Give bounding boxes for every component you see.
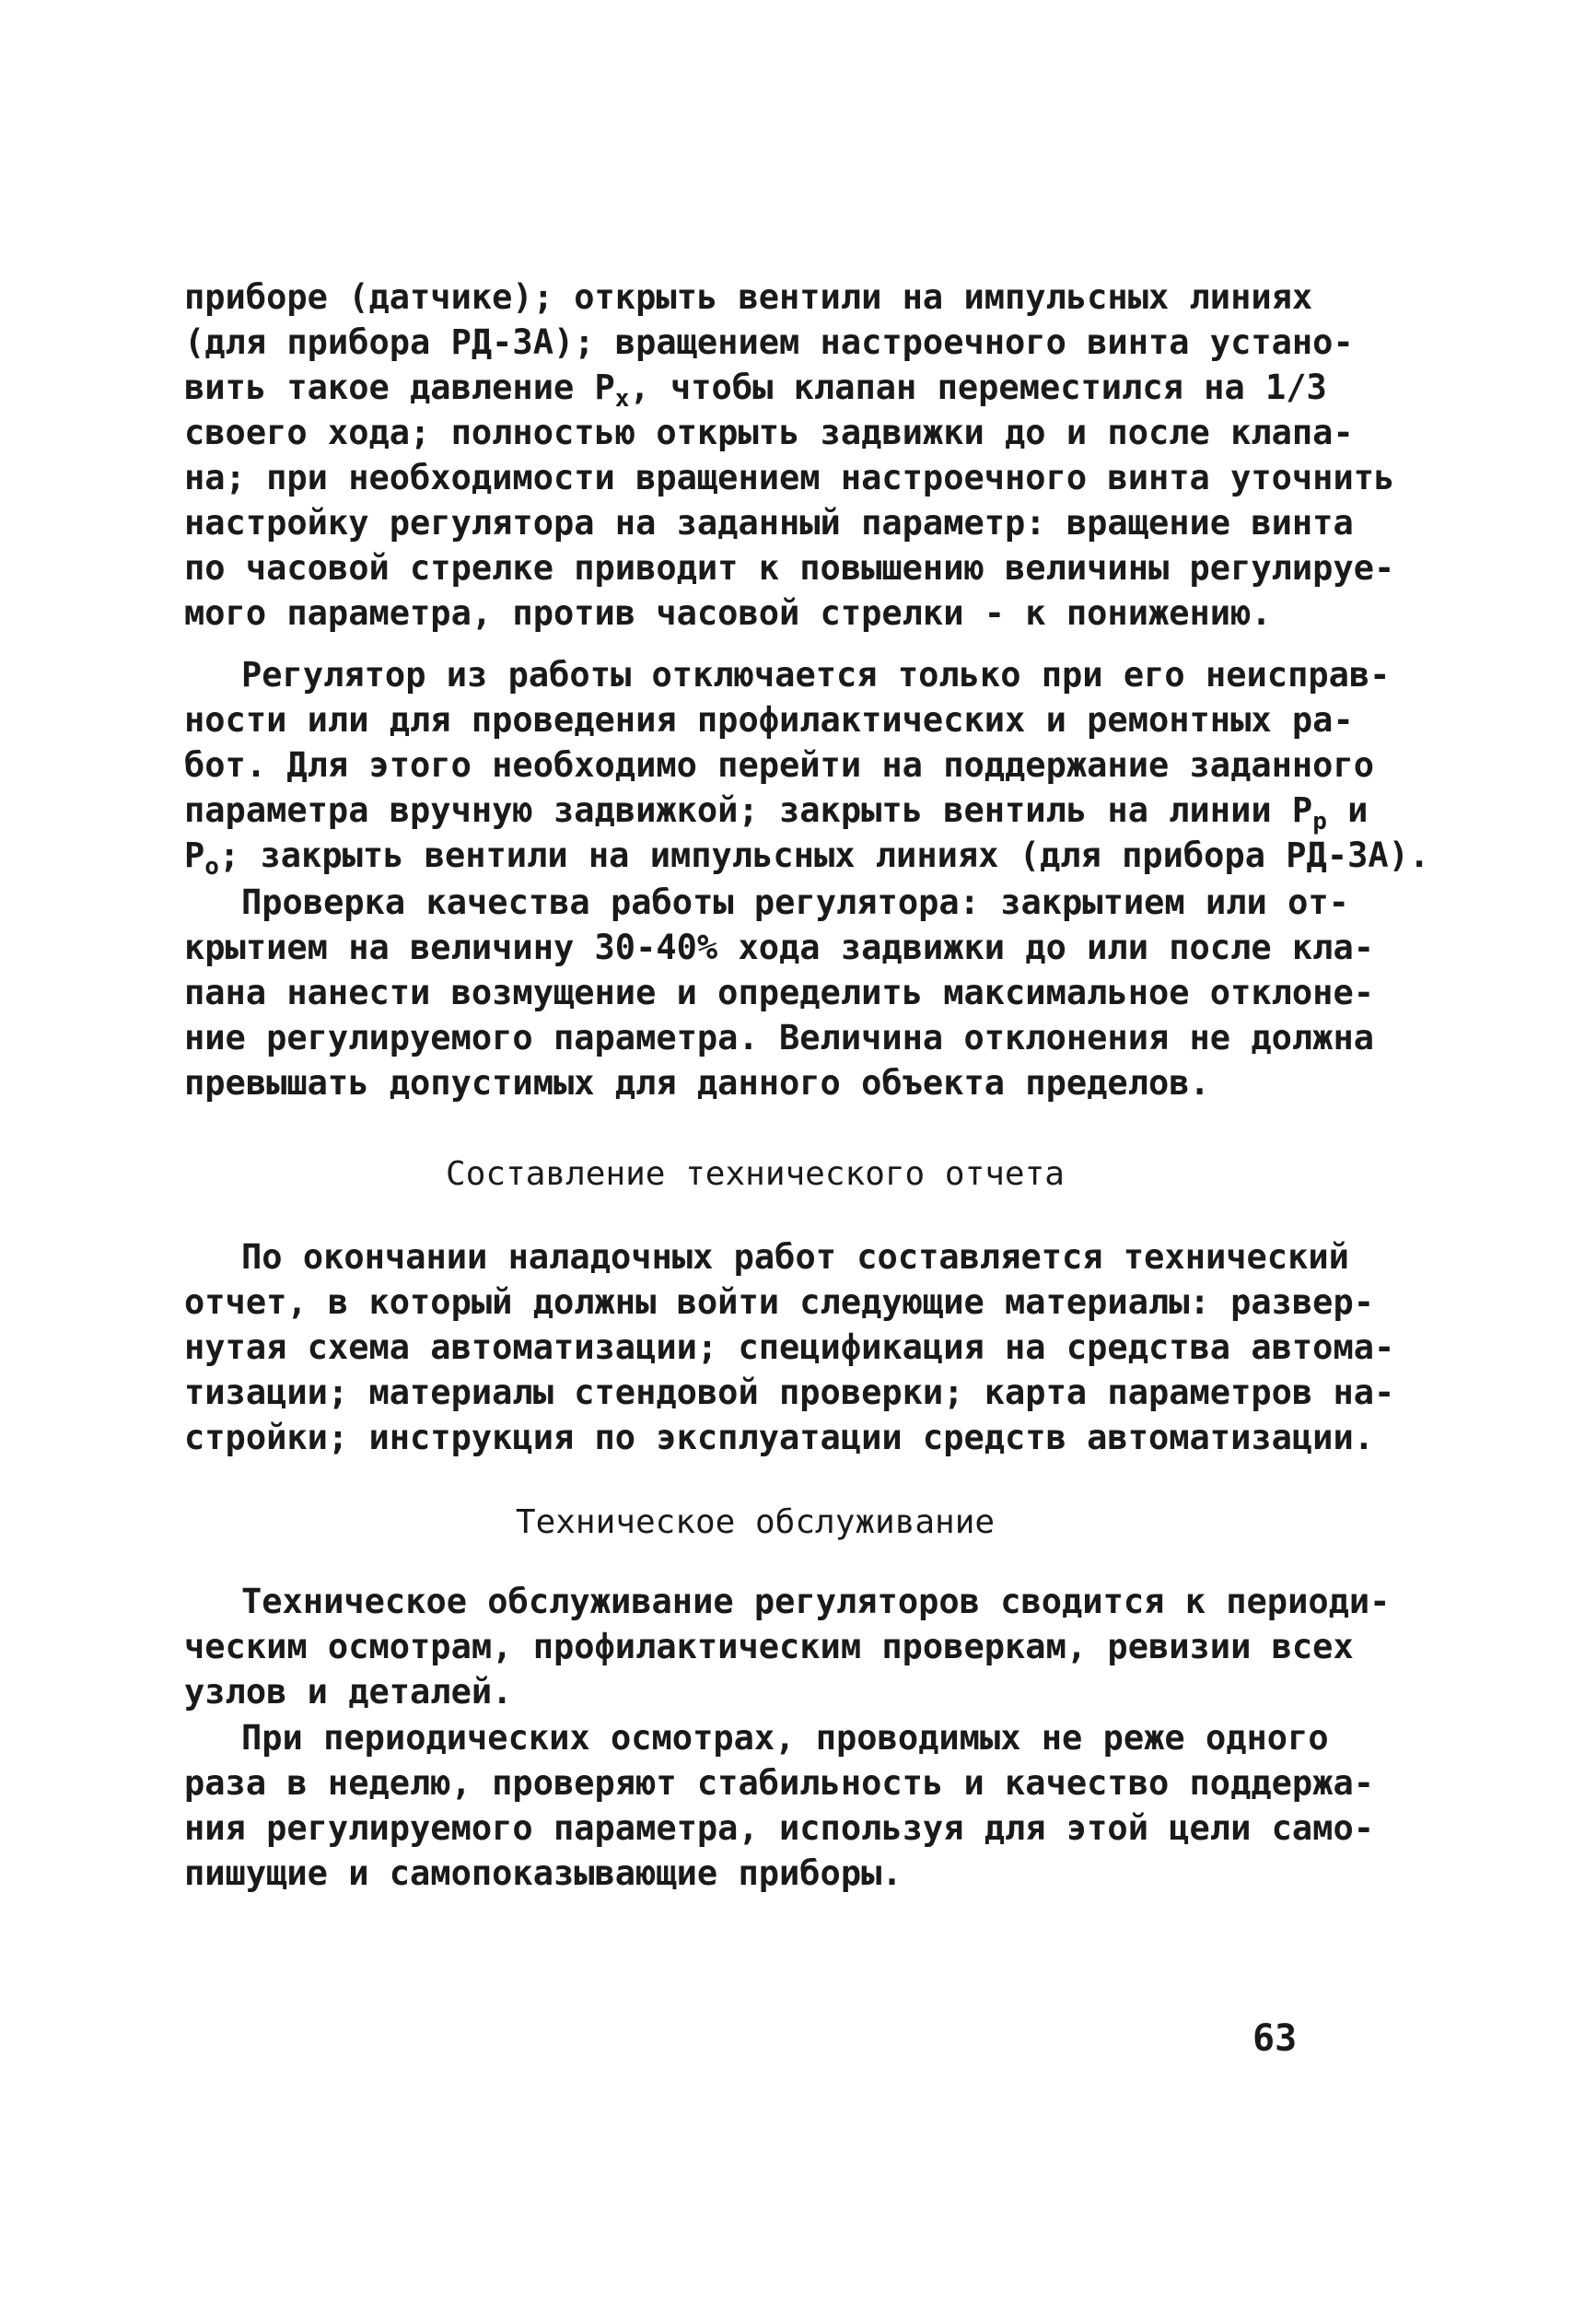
text-segment: , чтобы клапан переместился на 1/3 [629, 368, 1327, 407]
text-line: своего хода; полностью открыть задвижки до и после клапа- [184, 413, 1354, 452]
text-line: бот. Для этого необходимо перейти на поддержание заданного [184, 745, 1375, 785]
paragraph [184, 1234, 1395, 1460]
text-line: ние регулируемого параметра. Величина отклонения не должна [184, 1018, 1375, 1058]
paragraph [184, 880, 1375, 1105]
text-line: раза в неделю, проверяют стабильность и качество поддержа- [184, 1763, 1375, 1803]
text-line: узлов и деталей. [184, 1672, 513, 1712]
text-line: нутая схема автоматизации; спецификация на средства автома- [184, 1327, 1395, 1367]
text-line: Проверка качества работы регулятора: закрытием или от- [241, 882, 1349, 922]
text-line: Регулятор из работы отключается только при его неисправ- [241, 655, 1391, 695]
subscript: р [1312, 808, 1327, 835]
paragraph-6 [184, 1715, 1375, 1896]
text-line [184, 788, 1369, 835]
text-line: тизации; материалы стендовой проверки; карта параметров на- [184, 1373, 1395, 1412]
text-line: При периодических осмотрах, проводимых не реже одного [241, 1718, 1329, 1758]
text-line: пана нанести возмущение и определить максимальное отклоне- [184, 973, 1375, 1012]
text-line: крытием на величину 30-40% хода задвижки до или после кла- [184, 928, 1375, 967]
paragraph-2 [184, 652, 1430, 881]
text-segment: P [184, 835, 205, 875]
section-heading-report: Составление технического отчета [446, 1155, 1065, 1193]
section-heading-maintenance: Техническое обслуживание [515, 1503, 996, 1541]
text-line: ния регулируемого параметра, используя для этой цели само- [184, 1808, 1375, 1848]
text-line: превышать допустимых для данного объекта пределов. [184, 1063, 1210, 1103]
paragraph-4 [184, 1234, 1395, 1460]
text-line: настройку регулятора на заданный параметр: вращение винта [184, 503, 1354, 543]
paragraph [184, 652, 1430, 881]
paragraph-1 [184, 275, 1395, 636]
text-line: мого параметра, против часовой стрелки - к понижению. [184, 593, 1272, 633]
text-line: пишущие и самопоказывающие приборы. [184, 1853, 903, 1893]
subscript: о [204, 853, 219, 881]
text-line: приборе (датчике); открыть вентили на импульсных линиях [184, 277, 1313, 317]
text-line: по часовой стрелке приводит к повышению величины регулируе- [184, 548, 1395, 588]
text-segment: ; закрыть вентили на импульсных линиях (для прибора РД-3А). [218, 835, 1430, 875]
paragraph [184, 1715, 1375, 1896]
paragraph-5 [184, 1579, 1391, 1714]
text-line: стройки; инструкция по эксплуатации средств автоматизации. [184, 1418, 1375, 1457]
text-line: отчет, в который должны войти следующие материалы: развер- [184, 1282, 1375, 1322]
paragraph-continuation [184, 275, 1395, 636]
text-line: на; при необходимости вращением настроечного винта уточнить [184, 458, 1395, 497]
text-segment: и [1326, 790, 1369, 830]
text-line: Техническое обслуживание регуляторов сводится к периоди- [241, 1582, 1391, 1621]
text-line: ческим осмотрам, профилактическим проверкам, ревизии всех [184, 1627, 1354, 1666]
text-segment: вить такое давление P [184, 368, 615, 407]
text-line: ности или для проведения профилактических и ремонтных ра- [184, 700, 1354, 740]
paragraph [184, 1579, 1391, 1714]
text-line: (для прибора РД-3А); вращением настроечного винта устано- [184, 322, 1354, 362]
page-number: 63 [1252, 2017, 1298, 2060]
text-line: По окончании наладочных работ составляется технический [241, 1237, 1349, 1277]
text-segment: параметра вручную задвижкой; закрыть вентиль на линии P [184, 790, 1313, 830]
text-line [184, 833, 1430, 881]
text-line [184, 365, 1327, 413]
subscript: x [614, 385, 630, 413]
paragraph-3 [184, 880, 1375, 1105]
